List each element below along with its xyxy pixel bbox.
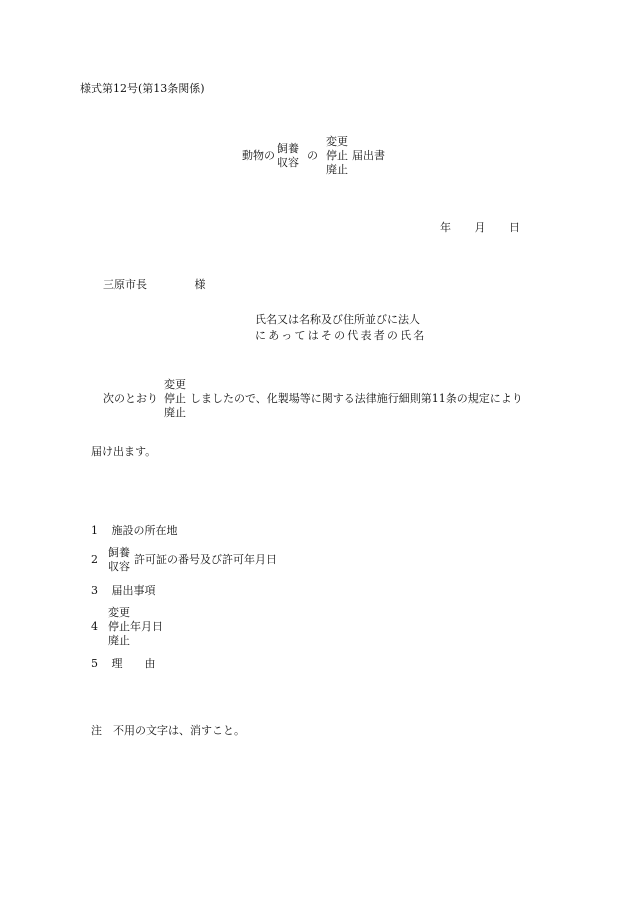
item-3-label: 届出事項 — [111, 584, 156, 597]
body-continuation: 届け出ます。 — [91, 445, 157, 458]
title-suffix: 届出書 — [352, 148, 385, 162]
body-text: しましたので、化製場等に関する法律施行細則第11条の規定により — [190, 391, 523, 405]
body-sentence — [103, 378, 523, 419]
title-prefix: 動物の — [242, 148, 275, 162]
item-2-label: 許可証の番号及び許可年月日 — [134, 552, 277, 566]
item-2-option-2: 収容 — [108, 559, 130, 573]
addressee-honorific: 様 — [194, 278, 206, 291]
addressee — [103, 278, 206, 292]
applicant-label — [255, 312, 427, 344]
title-option-a-2: 収容 — [277, 155, 299, 169]
title-option-b — [326, 135, 348, 176]
applicant-label-line-2: にあってはその代表者の氏名 — [255, 328, 427, 342]
body-option-1: 変更 — [164, 378, 186, 391]
applicant-label-line-1: 氏名又は名称及び住所並びに法人 — [255, 313, 420, 326]
item-4-option-1: 変更 — [108, 606, 130, 619]
item-2 — [91, 546, 277, 574]
note: 注 不用の文字は、消すこと。 — [91, 724, 245, 737]
item-2-number: 2 — [91, 552, 98, 566]
item-1 — [91, 524, 178, 538]
item-5-number: 5 — [91, 657, 98, 670]
item-2-option-1: 飼養 — [108, 546, 130, 559]
item-4 — [91, 606, 163, 647]
item-1-label: 施設の所在地 — [111, 524, 178, 537]
date-month: 月 — [474, 221, 486, 234]
date-line — [440, 221, 520, 235]
item-4-option-2: 停止年月日 — [108, 619, 163, 633]
date-year: 年 — [440, 221, 451, 234]
item-4-options — [108, 606, 163, 647]
item-3-number: 3 — [91, 584, 98, 597]
title-mid: の — [307, 148, 318, 162]
title-option-a-1: 飼養 — [277, 141, 299, 155]
title-option-b-1: 変更 — [326, 135, 348, 148]
body-options — [164, 378, 186, 419]
item-5-label: 理 由 — [111, 657, 156, 670]
document-title — [242, 135, 385, 176]
title-option-a — [277, 142, 299, 170]
body-option-3: 廃止 — [164, 405, 186, 419]
item-1-number: 1 — [91, 524, 98, 537]
item-3 — [91, 584, 156, 598]
title-option-b-3: 廃止 — [326, 162, 348, 176]
addressee-name: 三原市長 — [103, 278, 147, 291]
item-4-option-3: 廃止 — [108, 633, 130, 647]
item-5 — [91, 657, 156, 671]
item-2-options — [108, 546, 130, 574]
form-number: 様式第12号(第13条関係) — [80, 82, 205, 95]
body-prefix: 次のとおり — [103, 391, 158, 405]
item-4-number: 4 — [91, 619, 98, 633]
date-day: 日 — [509, 221, 520, 234]
title-option-b-2: 停止 — [326, 148, 348, 162]
body-option-2: 停止 — [164, 391, 186, 405]
